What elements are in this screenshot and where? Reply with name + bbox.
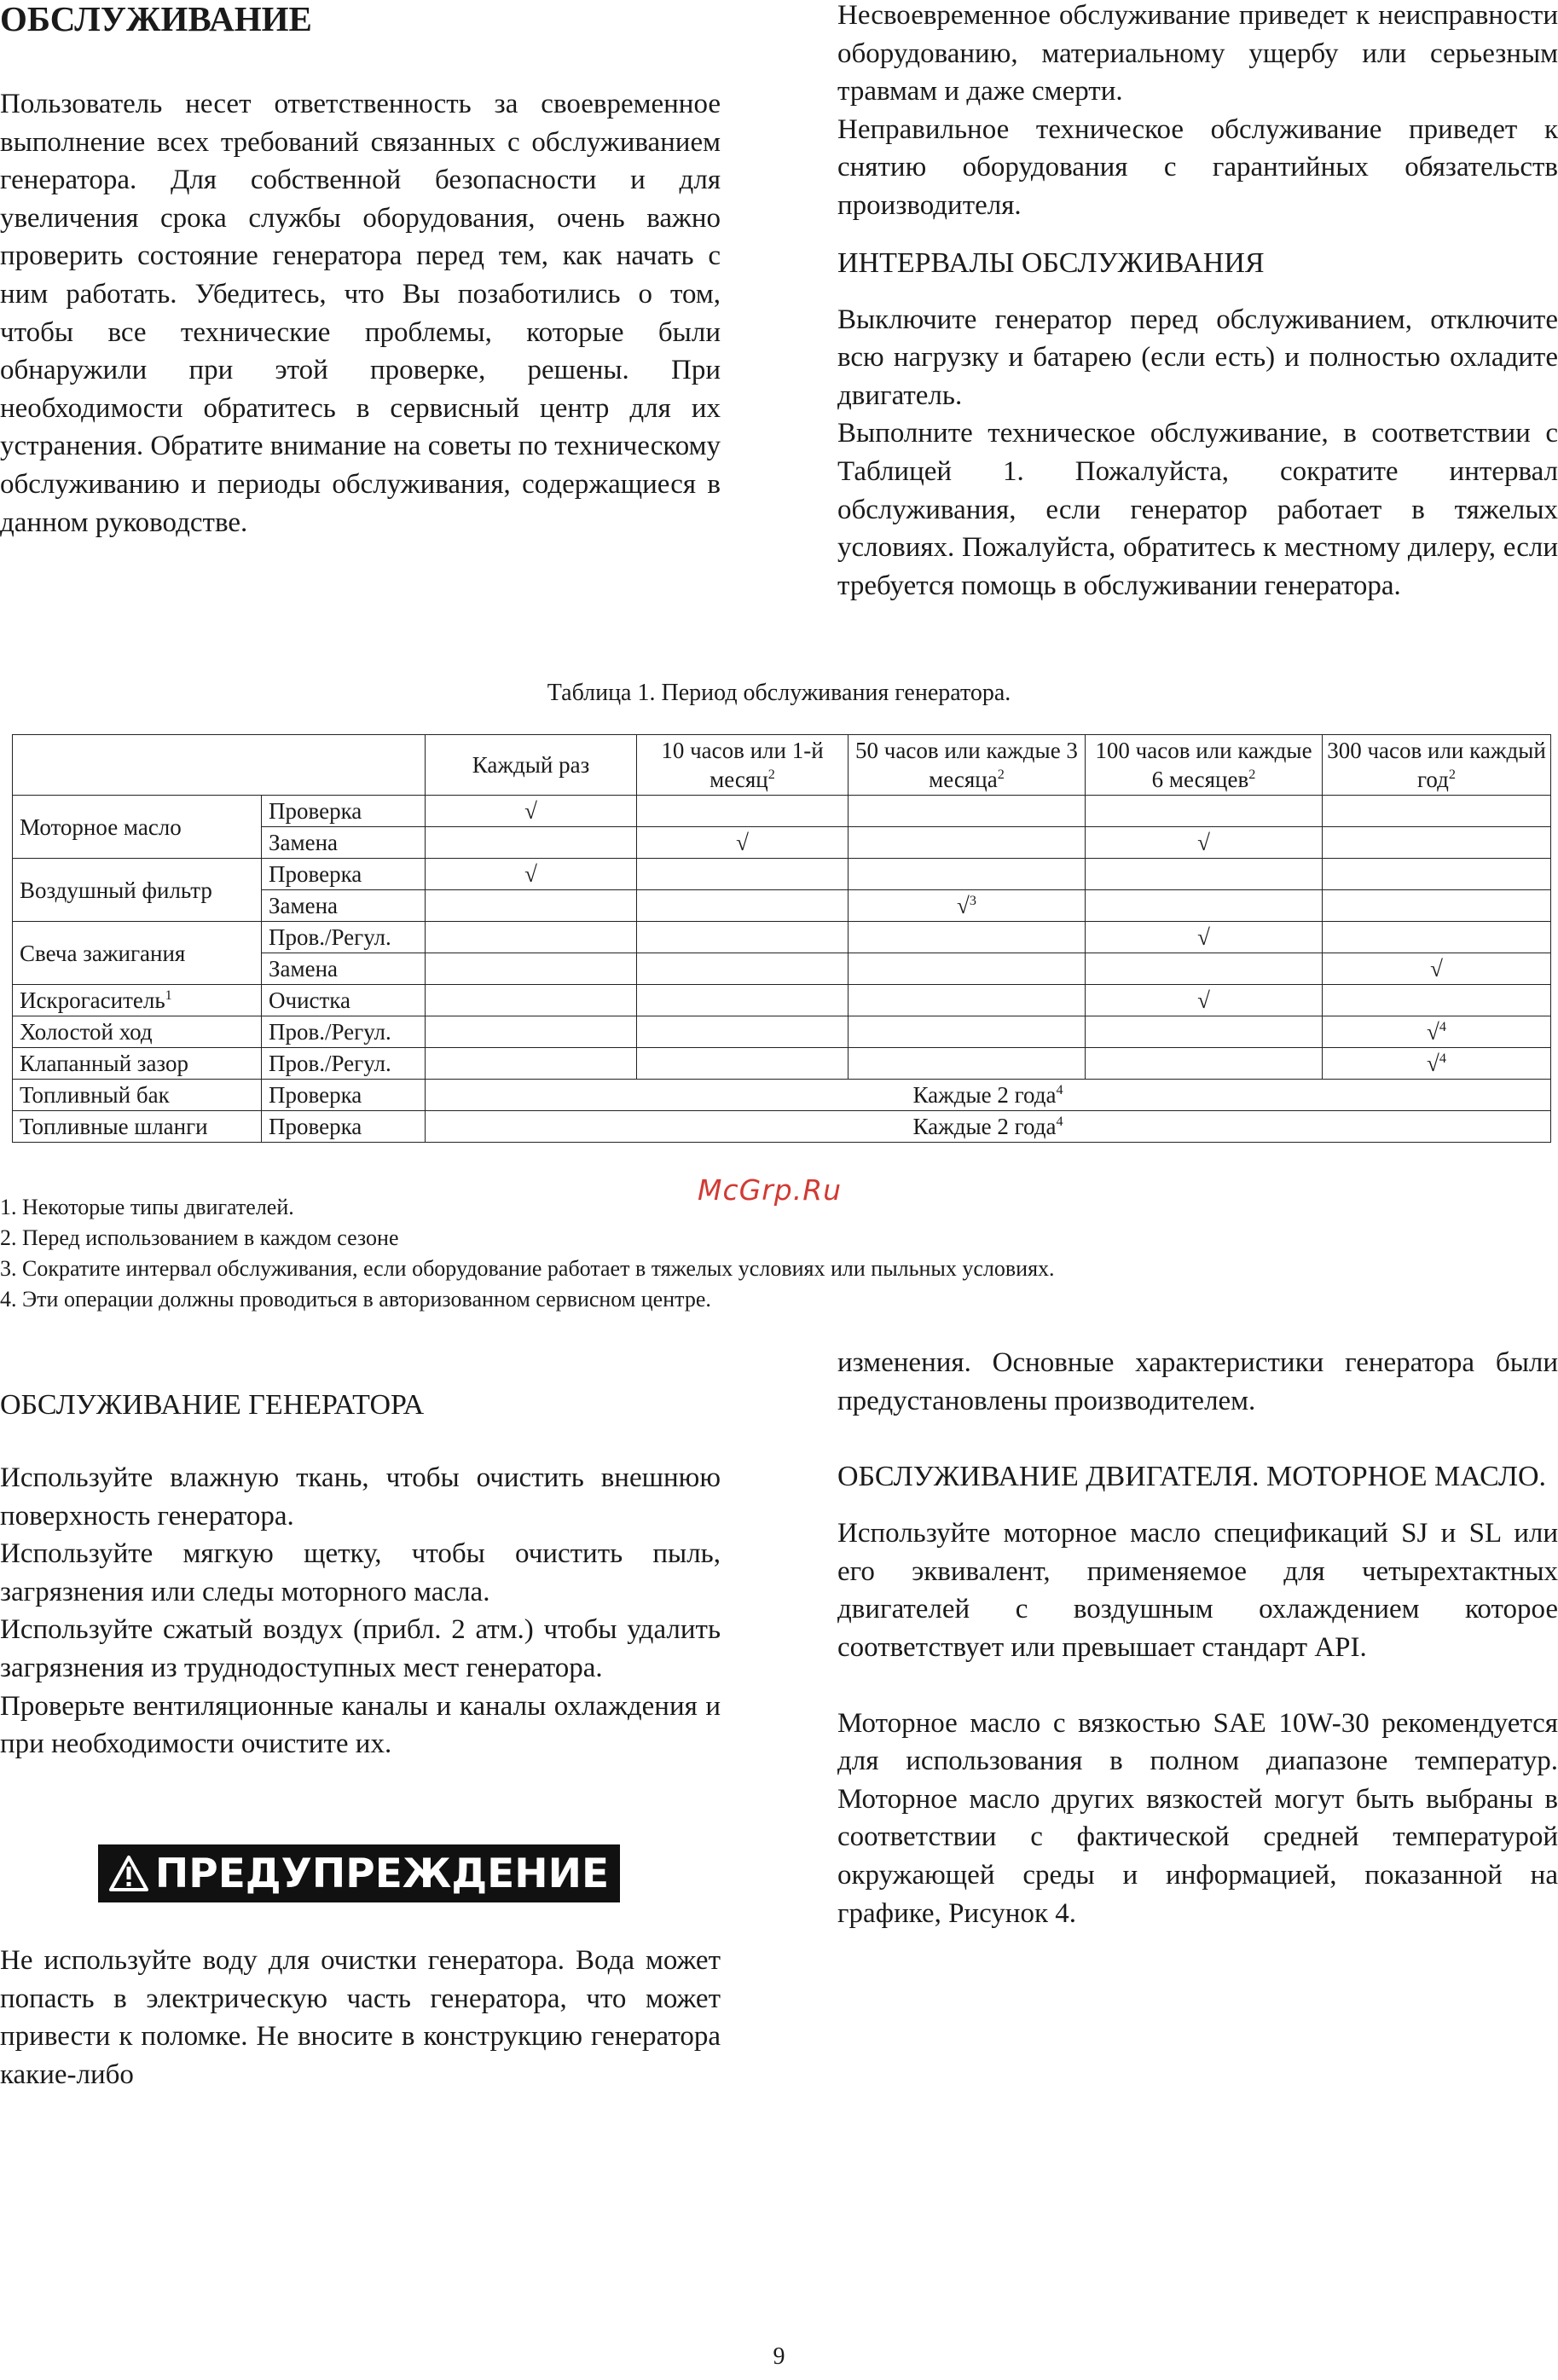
- table-caption: Таблица 1. Период обслуживания генератора.: [547, 680, 1011, 706]
- warning-label: ПРЕДУПРЕЖДЕНИЕ: [154, 1850, 610, 1897]
- warning-banner: [98, 1844, 620, 1902]
- action-cell: Проверка: [262, 1111, 426, 1143]
- service-intervals-heading: ИНТЕРВАЛЫ ОБСЛУЖИВАНИЯ: [837, 246, 1265, 279]
- table-row: [13, 1016, 1551, 1048]
- intro-column: [0, 85, 721, 541]
- action-cell: Пров./Регул.: [262, 922, 426, 953]
- page-number: 9: [773, 2343, 785, 2370]
- check-mark: [849, 922, 1086, 953]
- table-header-blank: [13, 735, 426, 796]
- item-cell: Моторное масло: [13, 796, 262, 859]
- header-50-hours: 50 часов или каждые 3 месяца$^2$: [849, 735, 1086, 796]
- check-mark: [637, 890, 849, 922]
- ventilation-paragraph: Проверьте вентиляционные каналы и каналы охлаждения и при необходимости очистите их.: [0, 1690, 721, 1760]
- action-cell: Проверка: [262, 859, 426, 890]
- check-mark: [637, 1048, 849, 1080]
- check-mark: [1086, 859, 1323, 890]
- check-mark: [426, 1016, 637, 1048]
- check-mark: [426, 922, 637, 953]
- action-cell: Очистка: [262, 985, 426, 1016]
- intro-paragraph: Пользователь несет ответственность за своевременное выполнение всех требований связанных с обслуживанием генератора. Для собственной безопасности и для увеличения срока службы оборудования, очень важно проверить состояние генератора перед тем, как начать с ним работать. Убедитесь, что Вы позаботились о том, чтобы все технические проблемы, которые были обнаружили при этой проверке, решены. При необходимости обратитесь в сервисный центр для их устранения. Обратите внимание на советы по техническому обслуживанию и периоды обслуживания, содержащиеся в данном руководстве.: [0, 89, 721, 538]
- footnote: 2. Перед использованием в каждом сезоне: [0, 1225, 399, 1250]
- oil-spec-paragraph: Используйте моторное масло спецификаций SJ и SL или его эквивалент, применяемое для четырехтактных двигателей с воздушным охлаждением которое соответствует или превышает стандарт API.: [837, 1518, 1558, 1663]
- check-mark: √: [1086, 922, 1323, 953]
- check-mark: [849, 1016, 1086, 1048]
- check-mark: √$^4$: [1323, 1048, 1551, 1080]
- check-mark: [426, 1048, 637, 1080]
- item-cell: Искрогаситель$^1$: [13, 985, 262, 1016]
- check-mark: √$^3$: [849, 890, 1086, 922]
- clean-cloth-paragraph: Используйте влажную ткань, чтобы очистить внешнюю поверхность генератора.: [0, 1462, 721, 1532]
- check-mark: [637, 796, 849, 827]
- footnote: 4. Эти операции должны проводиться в авторизованном сервисном центре.: [0, 1287, 711, 1312]
- header-300-hours: 300 часов или каждый год$^2$: [1323, 735, 1551, 796]
- check-mark: [637, 953, 849, 985]
- check-mark: [1323, 985, 1551, 1016]
- check-mark: [426, 890, 637, 922]
- check-mark: [1086, 796, 1323, 827]
- table-row: [13, 859, 1551, 890]
- table-row: [13, 985, 1551, 1016]
- check-mark: [1323, 922, 1551, 953]
- oil-viscosity-paragraph: Моторное масло с вязкостью SAE 10W-30 рекомендуется для использования в полном диапазоне температур. Моторное масло других вязкостей могут быть выбраны в соответствии с фактической средней температурой окружающей среды и информацией, показанной на графике, Рисунок 4.: [837, 1707, 1558, 1929]
- check-mark: [849, 1048, 1086, 1080]
- check-mark: [1323, 859, 1551, 890]
- check-mark: [1323, 827, 1551, 859]
- item-cell: Воздушный фильтр: [13, 859, 262, 922]
- watermark-logo: McGrp.Ru: [698, 1173, 843, 1207]
- check-mark: [849, 985, 1086, 1016]
- shutdown-paragraph: Выключите генератор перед обслуживанием, отключите всю нагрузку и батарею (если есть) и полностью охладите двигатель.: [837, 304, 1558, 411]
- check-mark: [849, 796, 1086, 827]
- warning-paragraph: Не используйте воду для очистки генератора. Вода может попасть в электрическую часть генератора, что может привести к поломке. Не вносите в конструкцию генератора какие-либо: [0, 1945, 721, 2090]
- action-cell: Замена: [262, 890, 426, 922]
- compressed-air-paragraph: Используйте сжатый воздух (прибл. 2 атм.) чтобы удалить загрязнения из труднодоступных мест генератора.: [0, 1614, 721, 1683]
- check-mark: √: [426, 859, 637, 890]
- continuation-paragraph: изменения. Основные характеристики генератора были предустановлены производителем.: [837, 1347, 1558, 1416]
- check-mark: √: [1086, 827, 1323, 859]
- action-cell: Пров./Регул.: [262, 1048, 426, 1080]
- header-100-hours: 100 часов или каждые 6 месяцев$^2$: [1086, 735, 1323, 796]
- action-cell: Замена: [262, 827, 426, 859]
- check-mark: √: [637, 827, 849, 859]
- generator-service-heading: ОБСЛУЖИВАНИЕ ГЕНЕРАТОРА: [0, 1389, 425, 1421]
- header-10-hours: 10 часов или 1-й месяц$^2$: [637, 735, 849, 796]
- action-cell: Замена: [262, 953, 426, 985]
- page-title: ОБСЛУЖИВАНИЕ: [0, 0, 312, 38]
- interval-span-cell: Каждые 2 года$^4$: [426, 1080, 1551, 1111]
- warning-consequences-paragraph: Несвоевременное обслуживание приведет к неисправности оборудованию, материальному ущербу или серьезным травмам и даже смерти.: [837, 0, 1558, 107]
- header-every-time: Каждый раз: [426, 735, 637, 796]
- warning-text-block: [0, 1942, 721, 2093]
- check-mark: [849, 827, 1086, 859]
- engine-oil-heading: ОБСЛУЖИВАНИЕ ДВИГАТЕЛЯ. МОТОРНОЕ МАСЛО.: [837, 1461, 1547, 1493]
- soft-brush-paragraph: Используйте мягкую щетку, чтобы очистить пыль, загрязнения или следы моторного масла.: [0, 1538, 721, 1607]
- table-row: [13, 1080, 1551, 1111]
- item-cell: Топливные шланги: [13, 1111, 262, 1143]
- check-mark: [637, 859, 849, 890]
- check-mark: [1086, 1016, 1323, 1048]
- check-mark: [637, 985, 849, 1016]
- check-mark: [637, 1016, 849, 1048]
- maintenance-schedule-table: [12, 734, 1551, 1143]
- check-mark: [1323, 890, 1551, 922]
- check-mark: [1086, 953, 1323, 985]
- table-header-row: [13, 735, 1551, 796]
- action-cell: Проверка: [262, 796, 426, 827]
- right-top-column: [837, 0, 1558, 605]
- footnote: 1. Некоторые типы двигателей.: [0, 1195, 294, 1219]
- check-mark: [849, 953, 1086, 985]
- right-bottom-column: [837, 1344, 1558, 1932]
- item-cell: Холостой ход: [13, 1016, 262, 1048]
- check-mark: [1086, 890, 1323, 922]
- check-mark: [426, 827, 637, 859]
- check-mark: [1086, 1048, 1323, 1080]
- table-row: [13, 796, 1551, 827]
- check-mark: √: [1086, 985, 1323, 1016]
- check-mark: [1323, 796, 1551, 827]
- check-mark: √: [1323, 953, 1551, 985]
- item-cell: Топливный бак: [13, 1080, 262, 1111]
- check-mark: √: [426, 796, 637, 827]
- warranty-paragraph: Неправильное техническое обслуживание приведет к снятию оборудования с гарантийных обязательств производителя.: [837, 113, 1558, 221]
- table-row: [13, 1048, 1551, 1080]
- action-cell: Пров./Регул.: [262, 1016, 426, 1048]
- table-row: [13, 1111, 1551, 1143]
- table-footnotes: [0, 1192, 1450, 1315]
- check-mark: [426, 985, 637, 1016]
- check-mark: [637, 922, 849, 953]
- check-mark: √$^4$: [1323, 1016, 1551, 1048]
- check-mark: [849, 859, 1086, 890]
- footnote: 3. Сократите интервал обслуживания, если оборудование работает в тяжелых условиях или пыльных условиях.: [0, 1256, 1055, 1281]
- table-row: [13, 922, 1551, 953]
- action-cell: Проверка: [262, 1080, 426, 1111]
- check-mark: [426, 953, 637, 985]
- warning-triangle-icon: [109, 1855, 148, 1892]
- generator-service-column: [0, 1386, 721, 1763]
- schedule-paragraph: Выполните техническое обслуживание, в соответствии с Таблицей 1. Пожалуйста, сократите интервал обслуживания, если генератор работает в тяжелых условиях. Пожалуйста, обратитесь к местному дилеру, если требуется помощь в обслуживании генератора.: [837, 418, 1558, 601]
- item-cell: Клапанный зазор: [13, 1048, 262, 1080]
- item-cell: Свеча зажигания: [13, 922, 262, 985]
- interval-span-cell: Каждые 2 года$^4$: [426, 1111, 1551, 1143]
